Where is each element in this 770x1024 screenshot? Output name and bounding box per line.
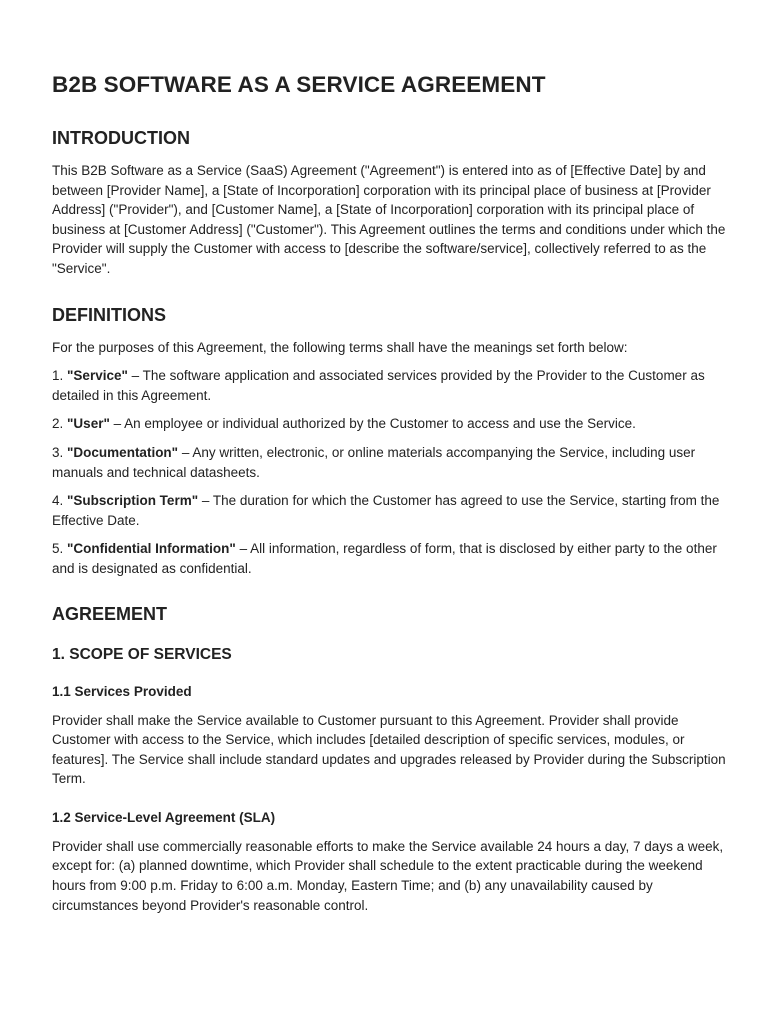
agreement-heading: AGREEMENT: [52, 603, 168, 624]
section-heading-scope-of-services: 1. SCOPE OF SERVICES: [52, 645, 232, 663]
definition-term: "User": [67, 416, 110, 432]
definition-text: – The duration for which the Customer has agreed to use the Service, starting from the Effective Date.: [52, 493, 720, 528]
subsection-heading-sla: 1.2 Service-Level Agreement (SLA): [52, 809, 276, 825]
definitions-lead: For the purposes of this Agreement, the following terms shall have the meanings set forth below:: [52, 339, 628, 355]
services-provided-paragraph: Provider shall make the Service available to Customer pursuant to this Agreement. Provider shall provide Customer with access to the Service, which includes [detailed description of specific services, modules, or features]. The Service shall include standard updates and upgrades released by Provider during the Subscription Term.: [52, 712, 726, 787]
definition-term: "Subscription Term": [67, 493, 199, 509]
document-title: B2B SOFTWARE AS A SERVICE AGREEMENT: [52, 72, 546, 97]
introduction-paragraph: This B2B Software as a Service (SaaS) Agreement ("Agreement") is entered into as of [Effective Date] by and between [Provider Name], a [State of Incorporation] corporation with its principal place of business at [Provider Address] ("Provider"), and [Customer Name], a [State of Incorporation] corporation with its principal place of business at [Customer Address] ("Customer"). This Agreement outlines the terms and conditions under which the Provider will supply the Customer with access to [describe the software/service], collectively referred to as the "Service".: [52, 163, 726, 276]
definition-number: 3.: [52, 444, 64, 460]
definition-number: 2.: [52, 416, 64, 432]
subsection-heading-services-provided: 1.1 Services Provided: [52, 683, 192, 699]
introduction-heading: INTRODUCTION: [52, 128, 190, 148]
sla-paragraph: Provider shall use commercially reasonable efforts to make the Service available 24 hours a day, 7 days a week, except for: (a) planned downtime, which Provider shall schedule to the extent practicable during the weekend hours from 9:00 p.m. Friday to 6:00 a.m. Monday, Eastern Time; and (b) any unavailability caused by circumstances beyond Provider's reasonable control.: [52, 838, 724, 913]
definition-item-documentation: [52, 443, 730, 482]
definition-number: 5.: [52, 541, 64, 557]
definition-item-confidential-information: [52, 539, 730, 578]
definition-item-user: [52, 414, 730, 434]
definition-text: – An employee or individual authorized by the Customer to access and use the Service.: [113, 416, 636, 432]
definition-term: "Documentation": [67, 444, 179, 460]
definition-text: – Any written, electronic, or online materials accompanying the Service, including user manuals and technical datasheets.: [52, 444, 696, 480]
definition-number: 4.: [52, 493, 64, 509]
definition-item-service: [52, 366, 730, 405]
definitions-heading: DEFINITIONS: [52, 304, 167, 325]
definition-item-subscription-term: [52, 491, 730, 530]
definition-term: "Service": [67, 368, 128, 384]
definition-number: 1.: [52, 368, 64, 384]
definition-term: "Confidential Information": [67, 541, 236, 557]
definition-text: – All information, regardless of form, that is disclosed by either party to the other and is designated as confidential.: [52, 541, 717, 576]
definition-text: – The software application and associated services provided by the Provider to the Customer as detailed in this Agreement.: [52, 368, 705, 403]
